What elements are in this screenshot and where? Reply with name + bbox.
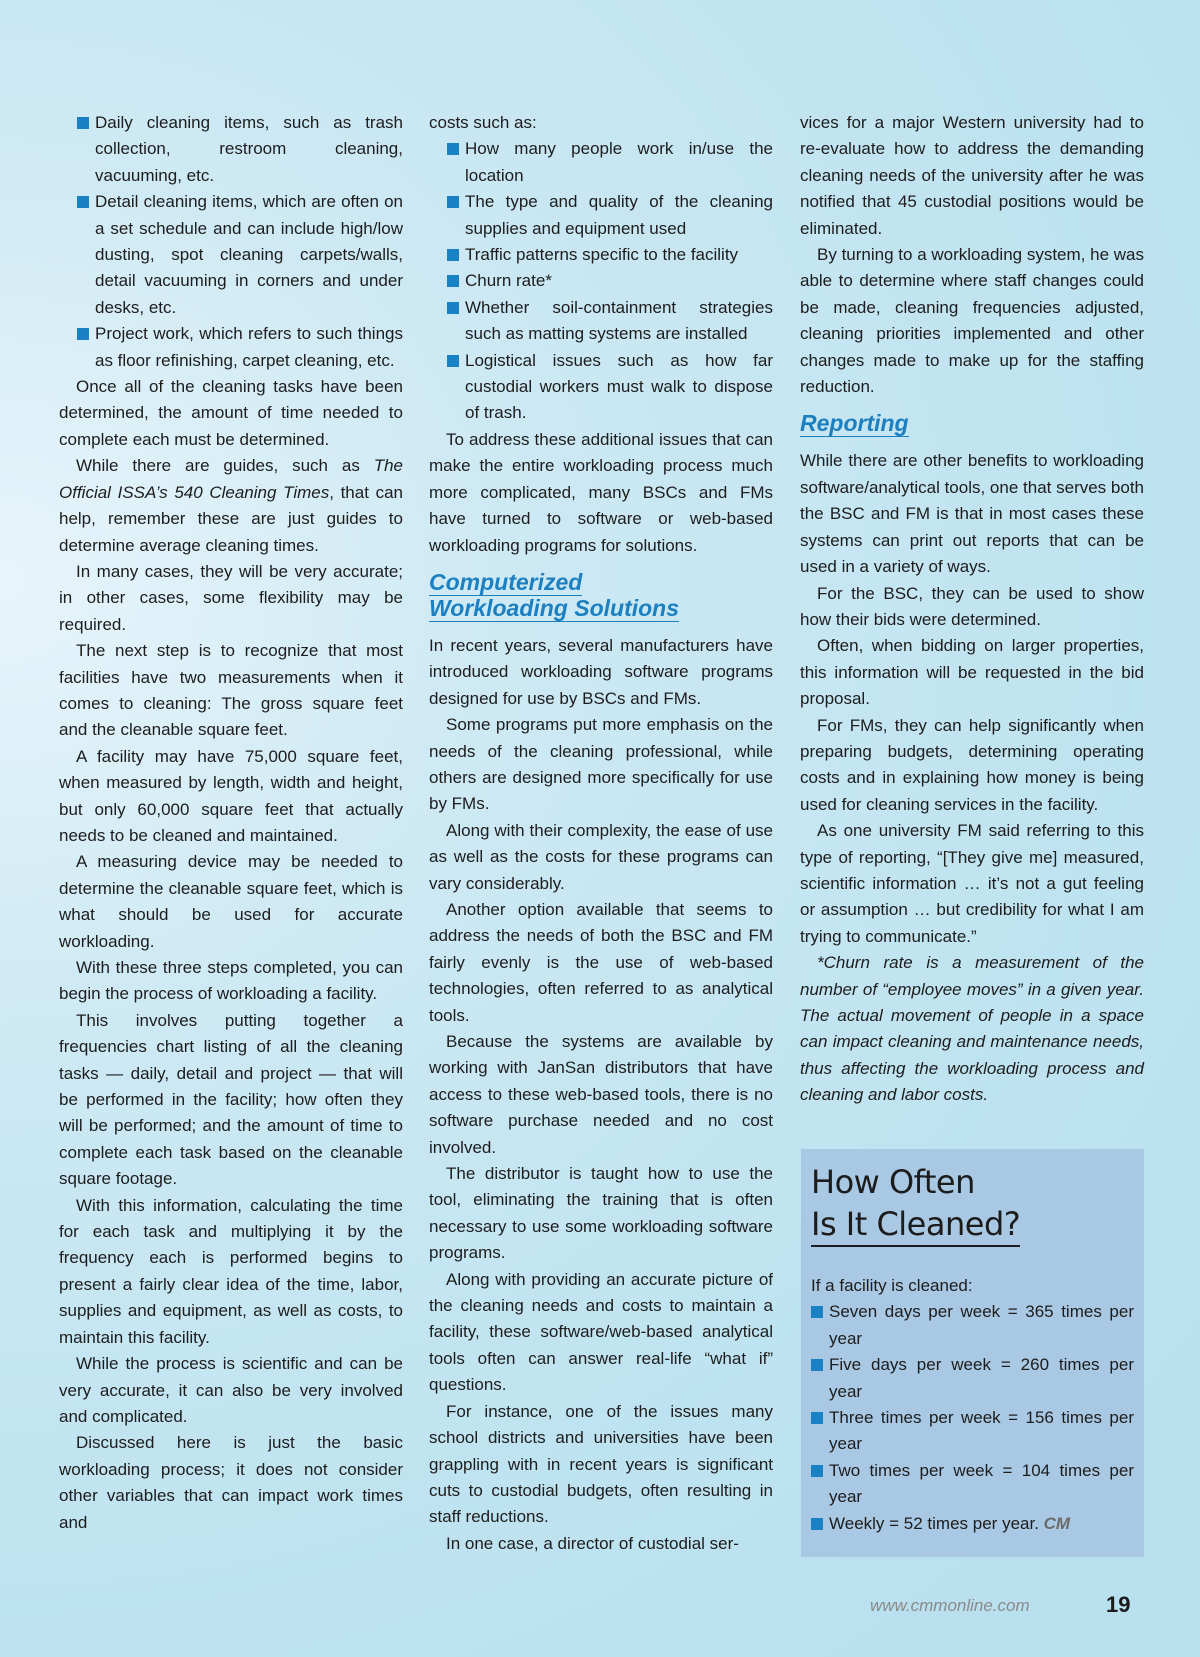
- bullet-square-icon: [447, 196, 459, 208]
- paragraph: Along with their complexity, the ease of use as well as the costs for these programs can vary considerably.: [429, 820, 773, 893]
- list-item: Churn rate*: [447, 268, 773, 294]
- paragraph: By turning to a workloading system, he was able to determine where staff changes could be made, cleaning frequencies adjusted, cleaning priorities implemented and other changes made to make up for the staffing reduction.: [800, 245, 1144, 397]
- paragraph: This involves putting together a frequencies chart listing of all the cleaning tasks — daily, detail and project — that will be performed in the facility; how often they will be performed; and the amount of time to complete each task based on the cleanable square footage.: [59, 1010, 403, 1189]
- bullet-square-icon: [811, 1306, 823, 1318]
- paragraph: For FMs, they can help significantly when preparing budgets, determining operating costs and in explaining how money is being used for cleaning services in the facility.: [800, 715, 1144, 814]
- paragraph: To address these additional issues that can make the entire workloading process much more complicated, many BSCs and FMs have turned to software or web-based workloading programs for solutions.: [429, 429, 773, 555]
- paragraph: A facility may have 75,000 square feet, when measured by length, width and height, but only 60,000 square feet that actually needs to be cleaned and maintained.: [59, 746, 403, 845]
- bullet-square-icon: [447, 355, 459, 367]
- bullet-square-icon: [447, 302, 459, 314]
- bullet-square-icon: [447, 275, 459, 287]
- bullet-square-icon: [77, 196, 89, 208]
- list-item: Traffic patterns specific to the facility: [447, 242, 773, 268]
- bullet-square-icon: [811, 1359, 823, 1371]
- paragraph: As one university FM said referring to this type of reporting, “[They give me] measured, scientific information … it’s not a gut feeling or assumption … but credibility for what I am trying to communicate.”: [800, 821, 1144, 946]
- paragraph: In recent years, several manufacturers have introduced workloading software programs designed for use by BSCs and FMs.: [429, 635, 773, 708]
- list-item: Five days per week = 260 times per year: [811, 1352, 1134, 1405]
- paragraph: Often, when bidding on larger properties, this information will be requested in the bid proposal.: [800, 636, 1144, 709]
- column-2: [429, 110, 773, 1557]
- paragraph: costs such as:: [429, 113, 537, 132]
- paragraph: In many cases, they will be very accurate; in other cases, some flexibility may be required.: [59, 561, 403, 634]
- bullet-square-icon: [447, 249, 459, 261]
- paragraph: Because the systems are available by working with JanSan distributors that have access to these web-based tools, there is no software purchase needed and no cost involved.: [429, 1032, 773, 1157]
- list-item: How many people work in/use the location: [447, 136, 773, 189]
- churn-rate-footnote: *Churn rate is a measurement of the number of “employee moves” in a given year. The actual movement of people in a space can impact cleaning and maintenance needs, thus affecting the workloading process and cleaning and labor costs.: [800, 953, 1144, 1105]
- cleaning-types-list: [77, 110, 403, 374]
- sidebar-intro: If a facility is cleaned:: [811, 1276, 973, 1295]
- list-item: Weekly = 52 times per year. CM: [811, 1511, 1134, 1537]
- paragraph: Along with providing an accurate picture of the cleaning needs and costs to maintain a facility, these software/web-based analytical tools often can answer real-life “what if” questions.: [429, 1269, 773, 1395]
- list-item: Two times per week = 104 times per year: [811, 1458, 1134, 1511]
- bullet-square-icon: [77, 117, 89, 129]
- footer-url: www.cmmonline.com: [870, 1596, 1030, 1615]
- list-item: Detail cleaning items, which are often on a set schedule and can include high/low dusting, spot cleaning carpets/walls, detail vacuuming in corners and under desks, etc.: [77, 189, 403, 321]
- list-item: Daily cleaning items, such as trash collection, restroom cleaning, vacuuming, etc.: [77, 110, 403, 189]
- paragraph: The distributor is taught how to use the tool, eliminating the training that is often necessary to use some workloading software programs.: [429, 1164, 773, 1263]
- paragraph: With these three steps completed, you can begin the process of workloading a facility.: [59, 958, 403, 1004]
- list-item: Logistical issues such as how far custodial workers must walk to dispose of trash.: [447, 348, 773, 427]
- variables-list: [447, 136, 773, 426]
- paragraph: For instance, one of the issues many school districts and universities have been grappling with in recent years is significant cuts to custodial budgets, often resulting in staff reductions.: [429, 1401, 773, 1527]
- list-item: Whether soil-containment strategies such as matting systems are installed: [447, 295, 773, 348]
- paragraph: While the process is scientific and can be very accurate, it can also be very involved and complicated.: [59, 1354, 403, 1426]
- paragraph: Once all of the cleaning tasks have been determined, the amount of time needed to complete each must be determined.: [59, 377, 403, 449]
- bullet-square-icon: [447, 143, 459, 155]
- bullet-square-icon: [811, 1412, 823, 1424]
- bullet-square-icon: [811, 1518, 823, 1530]
- column-3: [800, 110, 1144, 1109]
- paragraph: In one case, a director of custodial ser-: [446, 1533, 739, 1553]
- bullet-square-icon: [811, 1465, 823, 1477]
- list-item: Three times per week = 156 times per year: [811, 1405, 1134, 1458]
- page-number: 19: [1106, 1592, 1131, 1617]
- frequency-list: [811, 1299, 1134, 1537]
- list-item: Project work, which refers to such things as floor refinishing, carpet cleaning, etc.: [77, 321, 403, 374]
- sidebar-how-often: [801, 1149, 1144, 1557]
- list-item: The type and quality of the cleaning supplies and equipment used: [447, 189, 773, 242]
- paragraph: Another option available that seems to address the needs of both the BSC and FM fairly evenly is the use of web-based technologies, often referred to as analytical tools.: [429, 899, 773, 1025]
- book-title: The Official ISSA’s 540 Cleaning Times: [59, 456, 403, 502]
- paragraph: Some programs put more emphasis on the needs of the cleaning professional, while others are designed more specifically for use by FMs.: [429, 715, 773, 814]
- paragraph: The next step is to recognize that most facilities have two measurements when it comes to cleaning: The gross square feet and the cleanable square feet.: [59, 641, 403, 740]
- paragraph: Discussed here is just the basic workloading process; it does not consider other variables that can impact work times and: [59, 1433, 403, 1532]
- paragraph: While there are guides, such as The Official ISSA’s 540 Cleaning Times, that can help, remember these are just guides to determine average cleaning times.: [59, 456, 403, 555]
- column-1: [59, 110, 403, 1536]
- paragraph: While there are other benefits to workloading software/analytical tools, one that serves both the BSC and FM is that in most cases these systems can print out reports that can be used in a variety of ways.: [800, 451, 1144, 577]
- paragraph: A measuring device may be needed to determine the cleanable square feet, which is what should be used for accurate workloading.: [59, 852, 403, 951]
- section-heading-reporting: Reporting: [800, 410, 909, 437]
- sidebar-body: [811, 1273, 1134, 1537]
- paragraph: For the BSC, they can be used to show how their bids were determined.: [800, 583, 1144, 629]
- bullet-square-icon: [77, 328, 89, 340]
- list-item: Seven days per week = 365 times per year: [811, 1299, 1134, 1352]
- sidebar-title: How Often Is It Cleaned?: [811, 1161, 1020, 1247]
- paragraph: With this information, calculating the time for each task and multiplying it by the frequency each is performed begins to present a fairly clear idea of the time, labor, supplies and equipment, as well as costs, to maintain this facility.: [59, 1195, 403, 1347]
- paragraph: vices for a major Western university had to re-evaluate how to address the demanding cleaning needs of the university after he was notified that 45 custodial positions would be eliminated.: [800, 113, 1144, 238]
- section-heading-computerized: Computerized Workloading Solutions: [429, 568, 680, 621]
- cm-signoff: CM: [1043, 1513, 1071, 1533]
